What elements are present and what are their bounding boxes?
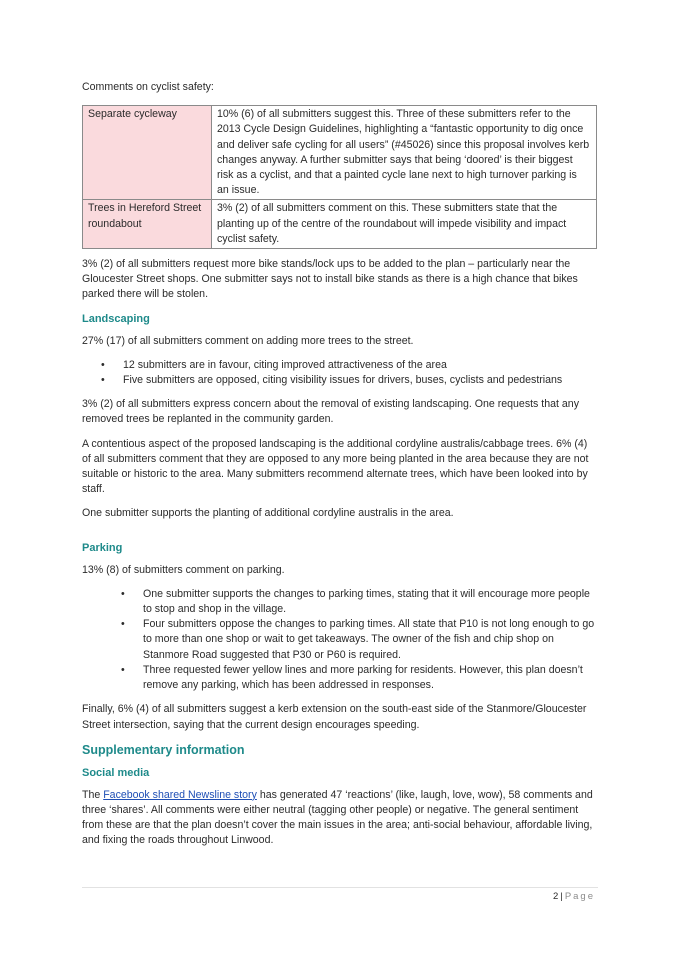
list-item-text: Four submitters oppose the changes to parking times. All state that P10 is not long enough to go to more than one shop or wait to get takeaways. The owner of the fish and chip shop on Stanmore Road suggested that P30 or P60 is required.	[143, 618, 595, 661]
bullet-icon: •	[121, 618, 125, 631]
footer-divider	[82, 887, 598, 888]
parking-bullet-list	[82, 587, 598, 693]
page-number: 2	[553, 891, 559, 902]
list-item	[82, 373, 598, 388]
list-item	[82, 617, 598, 663]
parking-heading: Parking	[82, 541, 123, 554]
list-item-text: Five submitters are opposed, citing visibility issues for drivers, buses, cyclists and pedestrians	[123, 374, 563, 387]
table-row	[83, 106, 597, 200]
parking-paragraph: Finally, 6% (4) of all submitters suggest a kerb extension on the south-east side of the Stanmore/Gloucester Street intersection, saying that the current design encourages speeding.	[82, 703, 587, 731]
table-key-cell: Separate cycleway	[83, 106, 212, 200]
bullet-icon: •	[121, 663, 125, 676]
landscaping-paragraph: A contentious aspect of the proposed landscaping is the additional cordyline australis/cabbage trees. 6% (4) of all submitters comment that they are opposed to any more being planted in the area because they are not suitable or historic to the area. Many submitters recommend alternate trees, which have been looked into by staff.	[82, 437, 589, 496]
landscaping-heading: Landscaping	[82, 312, 150, 325]
table-value-cell: 3% (2) of all submitters comment on this. These submitters state that the planting up of the centre of the roundabout will impede visibility and impact cyclist safety.	[212, 200, 597, 249]
list-item-text: Three requested fewer yellow lines and more parking for residents. However, this plan doesn’t remove any parking, which has been addressed in responses.	[143, 663, 583, 692]
cyclist-safety-table	[82, 105, 597, 249]
page-label: Page	[564, 891, 595, 902]
landscaping-bullet-list	[82, 358, 598, 388]
table-row	[83, 200, 597, 249]
cyclist-safety-intro: Comments on cyclist safety:	[82, 81, 214, 93]
social-media-paragraph	[82, 788, 598, 849]
footer-separator: |	[560, 891, 563, 902]
social-media-heading: Social media	[82, 766, 150, 779]
spacer	[82, 531, 598, 541]
social-text-after: has generated 47 ‘reactions’ (like, laugh, love, wow), 58 comments and three ‘shares’. All comments were either neutral (tagging other people) or negative. The general sentiment from these are that the plan doesn’t cover the main issues in the area; anti-social behaviour, affordable living, and fixing the roads throughout Linwood.	[82, 788, 593, 847]
list-item	[82, 358, 598, 373]
list-item-text: One submitter supports the changes to parking times, stating that it will encourage more people to stop and shop in the village.	[143, 587, 590, 616]
facebook-newsline-link[interactable]: Facebook shared Newsline story	[103, 788, 257, 801]
social-text-before: The	[82, 788, 104, 801]
bike-stands-paragraph: 3% (2) of all submitters request more bike stands/lock ups to be added to the plan – particularly near the Gloucester Street shops. One submitter says not to install bike stands as there is a high chance that bikes parked there will be stolen.	[82, 258, 578, 301]
bullet-icon: •	[101, 358, 105, 371]
page-footer	[553, 889, 595, 904]
bullet-icon: •	[101, 374, 105, 387]
landscaping-paragraph: 27% (17) of all submitters comment on adding more trees to the street.	[82, 334, 414, 347]
table-value-cell: 10% (6) of all submitters suggest this. Three of these submitters refer to the 2013 Cycle Design Guidelines, highlighting a “fantastic opportunity to dig once and deliver safe cycling for all users” (#45026) since this proposal involves kerb changes anyway. A further submitter says that being ‘doored’ is their biggest risk as a cyclist, and that a painted cycle lane next to high turnover parking is an issue.	[212, 106, 597, 200]
list-item	[82, 663, 598, 693]
landscaping-paragraph: 3% (2) of all submitters express concern about the removal of existing landscaping. One requests that any removed trees be replanted in the community garden.	[82, 398, 579, 426]
landscaping-paragraph: One submitter supports the planting of additional cordyline australis in the area.	[82, 507, 454, 520]
document-page	[82, 80, 598, 858]
list-item-text: 12 submitters are in favour, citing improved attractiveness of the area	[123, 358, 447, 371]
parking-paragraph: 13% (8) of submitters comment on parking.	[82, 563, 285, 576]
supplementary-heading: Supplementary information	[82, 742, 245, 757]
table-key-cell: Trees in Hereford Street roundabout	[83, 200, 212, 249]
list-item	[82, 587, 598, 617]
bullet-icon: •	[121, 587, 125, 600]
